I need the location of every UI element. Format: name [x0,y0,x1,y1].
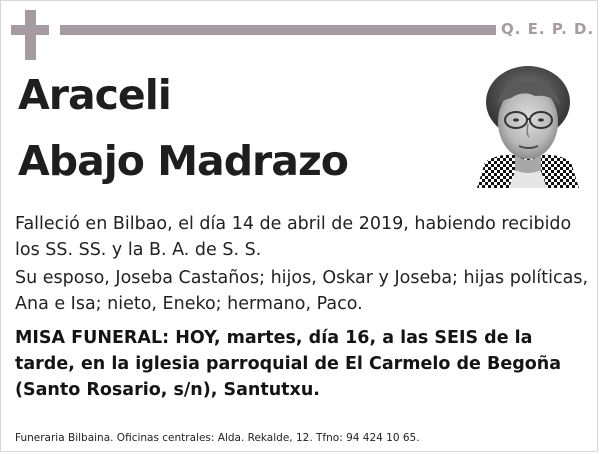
header-rule [60,25,496,35]
family-statement: Su esposo, Joseba Castaños; hijos, Oskar y Joseba; hijas políticas, Ana e Isa; nieto, Eneko; hermano, Paco. [15,268,589,314]
death-statement: Falleció en Bilbao, el día 14 de abril de 2019, habiendo recibido los SS. SS. y la B. A. de S. S. [15,214,572,260]
funeral-home-footer: Funeraria Bilbaina. Oficinas centrales: Alda. Rekalde, 12. Tfno: 94 424 10 65. [15,432,420,444]
cross-icon [11,10,49,60]
qepd-label: Q. E. P. D. [501,20,595,38]
deceased-first-name: Araceli [18,71,171,119]
deceased-surnames: Abajo Madrazo [18,137,348,185]
deceased-portrait [473,62,583,188]
funeral-mass-statement: MISA FUNERAL: HOY, martes, día 16, a las SEIS de la tarde, en la iglesia parroquial de El Carmelo de Begoña (Santo Rosario, s/n), Santutxu. [15,328,562,400]
